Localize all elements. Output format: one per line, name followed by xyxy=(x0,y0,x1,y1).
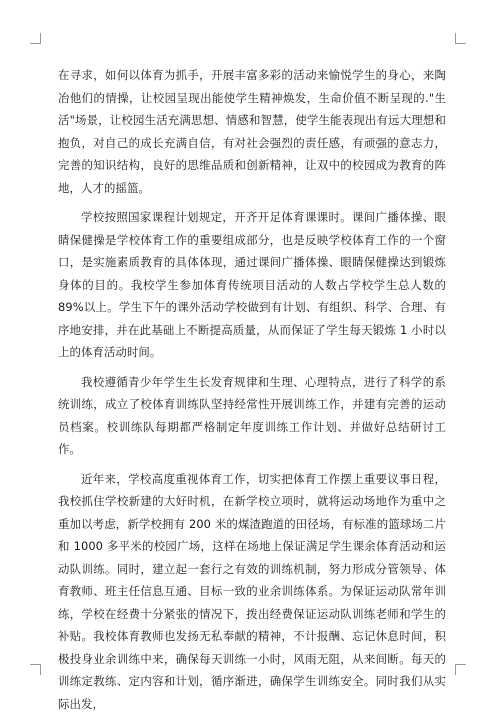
paragraph-3: 我校遵循青少年学生生长发育规律和生理、心理特点，进行了科学的系统训练，成立了校体育训练队坚持经常性开展训练工作，并建有完善的运动员档案。校训练队每期都严格制定年度训练工作计划、并做好总结研讨工作。 xyxy=(58,374,446,456)
paragraph-2: 学校按照国家课程计划规定，开齐开足体育课课时。课间广播体操、眼睛保健操是学校体育工作的重要组成部分，也是反映学校体育工作的一个窗口，是实施素质教育的具体体现，通过课间广播体操、眼睛保健操达到锻炼身体的目的。我校学生参加体育传统项目活动的人数占学校学生总人数的 89%以上。学生下午的课外活动学校做到有计划、有组织、科学、合理、有序地安排，并在此基础上不断提高质量，从而保证了学生每天锻炼 1 小时以上的体育活动时间。 xyxy=(58,210,446,359)
crop-mark-bottom-left xyxy=(30,664,41,675)
crop-mark-top-left xyxy=(30,33,41,44)
paragraph-1: 在寻求，如何以体育为抓手，开展丰富多彩的活动来愉悦学生的身心，来陶冶他们的情操，让校园呈现出能使学生精神焕发，生命价值不断呈现的."生活"场景，让校园生活充满思想、情感和智慧，使学生能表现出有远大理想和抱负，对自己的成长充满自信，有对社会强烈的责任感，有顽强的意志力，完善的知识结构，良好的思维品质和创新精神，让双中的校园成为教育的阵地，人才的摇篮。 xyxy=(58,68,446,195)
paragraph-4: 近年来，学校高度重视体育工作，切实把体育工作摆上重要议事日程，我校抓住学校新建的大好时机，在新学校立项时，就将运动场地作为重中之重加以考虑，新学校拥有 200 米的煤渣跑道的田径场，有标准的篮球场二片和 1000 多平米的校园广场，这样在场地上保证满足学生课余体育活动和运动队训练。同时，建立起一套行之有效的训练机制，努力形成分管领导、体育教师、班主任信息互通、目标一致的业余训练体系。为保证运动队常年训练，学校在经费十分紧张的情况下，拨出经费保证运动队训练老师和学生的补贴。我校体育教师也发扬无私奉献的精神，不计报酬、忘记休息时间，积极投身业余训练中来，确保每天训练一小时，风雨无阻，从来间断。每天的训练定教练、定内容和计划，循序渐进，确保学生训练安全。同时我们从实际出发， xyxy=(58,471,446,711)
crop-mark-top-right xyxy=(455,33,466,44)
crop-mark-bottom-right xyxy=(455,664,466,675)
document-body xyxy=(58,64,446,722)
